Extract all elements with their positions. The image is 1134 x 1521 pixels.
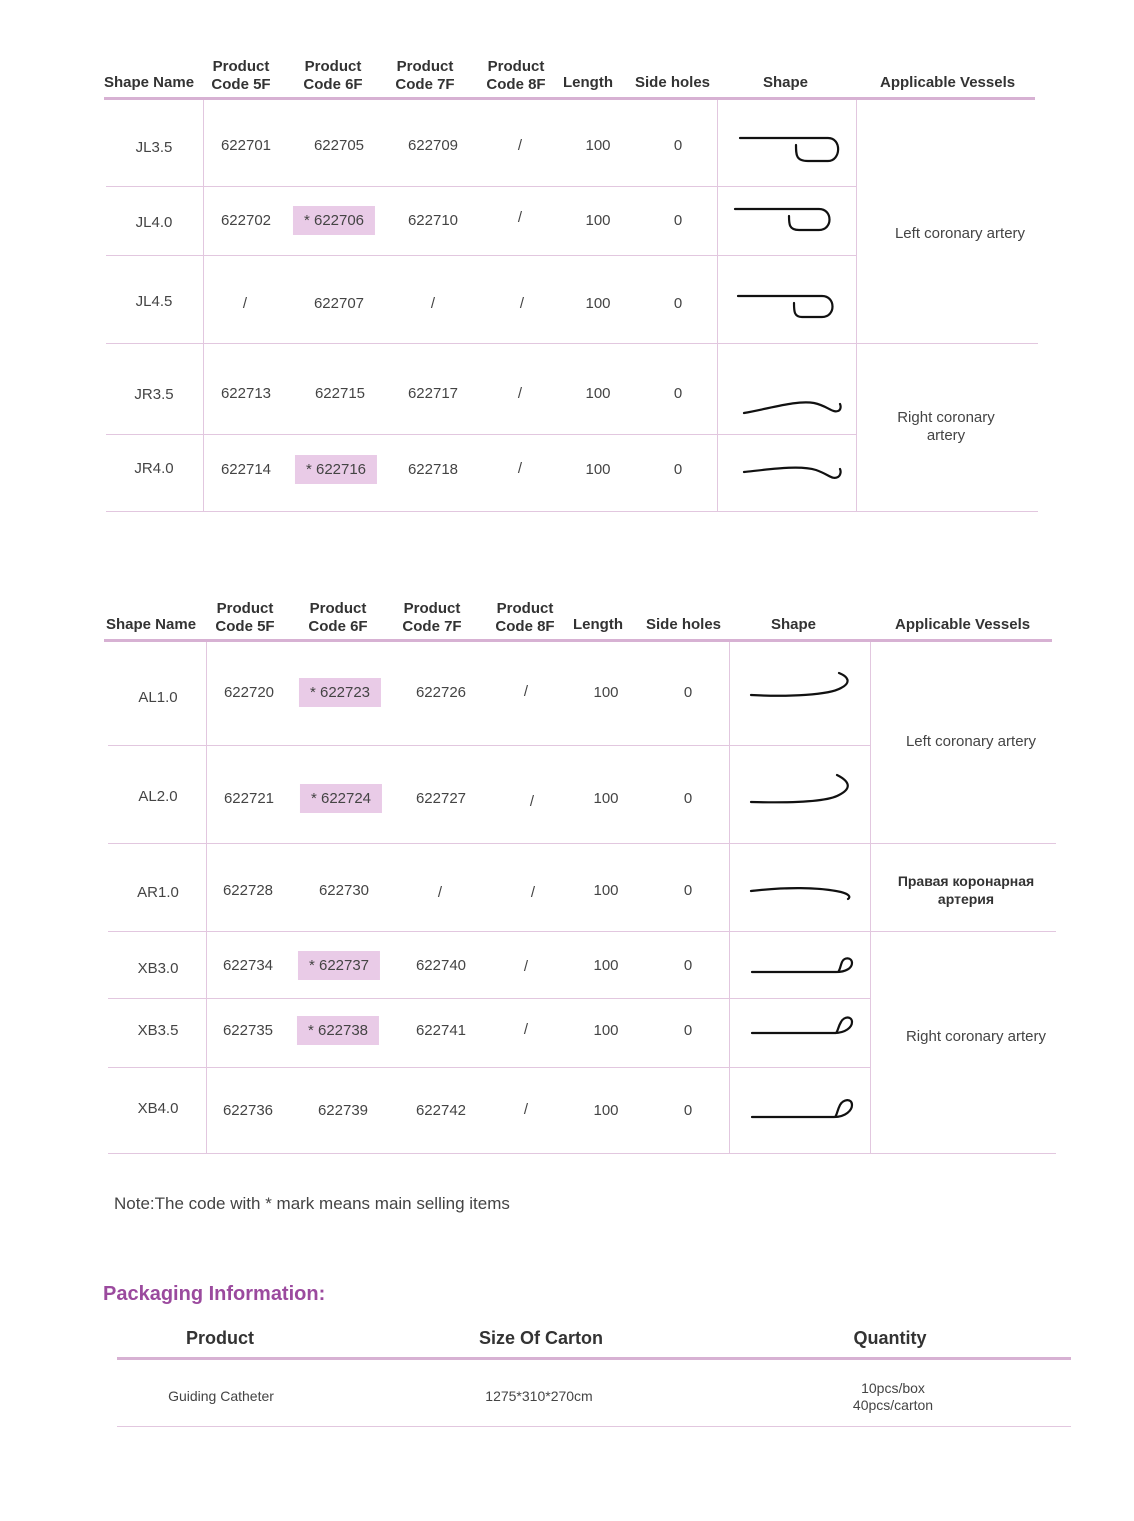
header-shape: Shape	[763, 74, 809, 91]
amplatz-right-curve-icon	[749, 881, 855, 903]
side-holes-cell: 0	[683, 882, 693, 899]
vessel-line-1: Правая коронарная	[897, 873, 1035, 889]
length-cell: 100	[585, 212, 611, 229]
header-line-1: Product	[396, 58, 454, 75]
side-holes-cell: 0	[673, 385, 683, 402]
header-line-2: Code 7F	[402, 618, 462, 635]
header-line-1: Product	[212, 58, 270, 75]
code-7f-cell: 622726	[415, 684, 467, 701]
code-6f-cell: 622715	[314, 385, 366, 402]
header-divider	[104, 97, 1035, 100]
header-code-8f	[485, 58, 547, 94]
judkins-left-curve-icon	[738, 133, 840, 165]
code-8f-cell: /	[517, 137, 523, 154]
code-8f-cell: /	[519, 295, 525, 312]
code-8f-cell: /	[517, 460, 523, 477]
vessel-line-2: артерия	[937, 891, 995, 907]
shape-name-cell: JL4.0	[135, 214, 173, 231]
main-item-highlight: * 622738	[297, 1016, 379, 1045]
shape-name-cell: AR1.0	[137, 884, 179, 901]
code-7f-cell: 622718	[407, 461, 459, 478]
header-length: Length	[563, 74, 613, 91]
code-5f-cell: 622702	[220, 212, 272, 229]
quantity-per-carton: 40pcs/carton	[852, 1397, 934, 1413]
row-divider	[106, 343, 1038, 344]
length-cell: 100	[585, 385, 611, 402]
shape-name-cell: AL2.0	[138, 788, 178, 805]
code-6f-cell: 622730	[318, 882, 370, 899]
row-divider	[108, 998, 870, 999]
code-7f-cell: 622740	[415, 957, 467, 974]
packaging-size-cell: 1275*310*270cm	[485, 1388, 593, 1404]
code-8f-cell: /	[517, 385, 523, 402]
code-8f-cell: /	[530, 884, 536, 901]
main-item-highlight: * 622706	[293, 206, 375, 235]
code-6f-cell	[297, 1022, 379, 1045]
code-5f-cell: 622735	[222, 1022, 274, 1039]
column-divider	[856, 100, 857, 511]
header-line-1: Product	[403, 600, 461, 617]
vessel-line-1: Right coronary	[897, 409, 995, 426]
shape-name-cell: XB3.0	[137, 960, 179, 977]
side-holes-cell: 0	[683, 684, 693, 701]
side-holes-cell: 0	[683, 1022, 693, 1039]
code-6f-cell: 622707	[313, 295, 365, 312]
code-8f-cell: /	[523, 1101, 529, 1118]
header-shape-name: Shape Name	[104, 74, 195, 91]
code-7f-cell: /	[430, 295, 436, 312]
judkins-left-curve-icon	[736, 292, 838, 324]
code-8f-cell: /	[517, 209, 523, 226]
header-line-2: Code 5F	[215, 618, 275, 635]
code-8f-cell: /	[523, 683, 529, 700]
code-5f-cell: 622736	[222, 1102, 274, 1119]
shape-name-cell: XB3.5	[137, 1022, 179, 1039]
extra-backup-curve-icon	[750, 1015, 856, 1037]
vessel-right-coronary: Right coronary artery	[905, 1028, 1047, 1045]
length-cell: 100	[593, 684, 619, 701]
shape-name-cell: JR4.0	[134, 460, 174, 477]
main-item-highlight: * 622716	[295, 455, 377, 484]
amplatz-left-curve-icon	[749, 772, 855, 806]
amplatz-left-curve-icon	[749, 671, 855, 701]
header-code-7f	[394, 58, 456, 94]
header-code-6f	[302, 58, 364, 94]
side-holes-cell: 0	[683, 1102, 693, 1119]
main-item-highlight: * 622724	[300, 784, 382, 813]
code-7f-cell: /	[437, 884, 443, 901]
code-8f-cell: /	[523, 958, 529, 975]
code-5f-cell: 622720	[223, 684, 275, 701]
packaging-product-cell: Guiding Catheter	[168, 1388, 274, 1404]
header-applicable-vessels: Applicable Vessels	[895, 616, 1031, 633]
code-5f-cell: 622701	[220, 137, 272, 154]
column-divider	[206, 642, 207, 1153]
code-6f-cell: 622705	[313, 137, 365, 154]
judkins-left-curve-icon	[733, 205, 835, 237]
shape-name-cell: AL1.0	[138, 689, 178, 706]
main-item-highlight: * 622737	[298, 951, 380, 980]
length-cell: 100	[593, 957, 619, 974]
header-line-1: Product	[216, 600, 274, 617]
header-line-2: Code 6F	[303, 76, 363, 93]
header-side-holes: Side holes	[646, 616, 722, 633]
header-line-1: Product	[304, 58, 362, 75]
side-holes-cell: 0	[683, 790, 693, 807]
header-line-1: Product	[487, 58, 545, 75]
length-cell: 100	[593, 790, 619, 807]
shape-name-cell: XB4.0	[137, 1100, 179, 1117]
row-divider	[106, 186, 856, 187]
side-holes-cell: 0	[673, 212, 683, 229]
code-5f-cell: 622714	[220, 461, 272, 478]
header-length: Length	[573, 616, 623, 633]
quantity-per-box: 10pcs/box	[861, 1380, 925, 1396]
length-cell: 100	[593, 1022, 619, 1039]
header-shape-name: Shape Name	[106, 616, 197, 633]
packaging-header-size: Size Of Carton	[478, 1328, 604, 1348]
side-holes-cell: 0	[673, 295, 683, 312]
vessel-left-coronary: Left coronary artery	[894, 225, 1026, 242]
row-divider	[108, 1067, 870, 1068]
packaging-header-divider	[117, 1357, 1071, 1360]
header-code-5f	[214, 600, 276, 636]
row-divider	[106, 255, 856, 256]
main-item-note: Note:The code with * mark means main selling items	[114, 1194, 510, 1213]
side-holes-cell: 0	[673, 461, 683, 478]
extra-backup-curve-icon	[750, 1097, 856, 1121]
column-divider	[729, 642, 730, 1153]
header-line-1: Product	[309, 600, 367, 617]
code-5f-cell: 622734	[222, 957, 274, 974]
packaging-quantity-cell	[853, 1380, 933, 1414]
row-divider	[108, 931, 1056, 932]
side-holes-cell: 0	[673, 137, 683, 154]
packaging-bottom-divider	[117, 1426, 1071, 1427]
packaging-header-quantity: Quantity	[853, 1328, 927, 1348]
column-divider	[203, 100, 204, 511]
code-7f-cell: 622709	[407, 137, 459, 154]
code-6f-cell	[298, 957, 380, 980]
extra-backup-curve-icon	[750, 956, 856, 976]
row-divider	[108, 1153, 1056, 1154]
length-cell: 100	[593, 1102, 619, 1119]
main-item-highlight: * 622723	[299, 678, 381, 707]
code-6f-cell	[295, 461, 377, 484]
judkins-right-curve-icon	[742, 396, 844, 418]
code-8f-cell: /	[523, 1021, 529, 1038]
packaging-header-product: Product	[185, 1328, 255, 1348]
header-applicable-vessels: Applicable Vessels	[880, 74, 1016, 91]
code-5f-cell: 622721	[223, 790, 275, 807]
header-shape: Shape	[771, 616, 817, 633]
length-cell: 100	[585, 137, 611, 154]
vessel-line-2: artery	[926, 427, 966, 444]
side-holes-cell: 0	[683, 957, 693, 974]
code-7f-cell: 622727	[415, 790, 467, 807]
vessel-left-coronary: Left coronary artery	[905, 733, 1037, 750]
header-code-7f	[401, 600, 463, 636]
header-line-2: Code 8F	[495, 618, 555, 635]
code-5f-cell: /	[242, 295, 248, 312]
header-line-1: Product	[496, 600, 554, 617]
code-6f-cell: 622739	[317, 1102, 369, 1119]
row-divider	[106, 511, 1038, 512]
header-divider	[104, 639, 1052, 642]
code-7f-cell: 622741	[415, 1022, 467, 1039]
length-cell: 100	[585, 295, 611, 312]
column-divider	[870, 642, 871, 1153]
row-divider	[106, 434, 856, 435]
header-line-2: Code 6F	[308, 618, 368, 635]
code-7f-cell: 622710	[407, 212, 459, 229]
judkins-right-curve-icon	[742, 460, 844, 482]
shape-name-cell: JL3.5	[135, 139, 173, 156]
header-line-2: Code 5F	[211, 76, 271, 93]
code-7f-cell: 622742	[415, 1102, 467, 1119]
row-divider	[108, 745, 870, 746]
shape-name-cell: JL4.5	[135, 293, 173, 310]
header-code-8f	[494, 600, 556, 636]
code-6f-cell	[293, 212, 375, 235]
code-7f-cell: 622717	[407, 385, 459, 402]
length-cell: 100	[585, 461, 611, 478]
vessel-right-coronary	[897, 409, 995, 445]
code-8f-cell: /	[529, 793, 535, 810]
code-6f-cell	[300, 790, 382, 813]
header-code-5f	[210, 58, 272, 94]
row-divider	[108, 843, 1056, 844]
code-5f-cell: 622713	[220, 385, 272, 402]
length-cell: 100	[593, 882, 619, 899]
vessel-right-coronary-ru	[898, 872, 1034, 908]
header-line-2: Code 8F	[486, 76, 546, 93]
code-6f-cell	[299, 684, 381, 707]
header-side-holes: Side holes	[635, 74, 711, 91]
packaging-title: Packaging Information:	[103, 1283, 326, 1305]
header-line-2: Code 7F	[395, 76, 455, 93]
shape-name-cell: JR3.5	[134, 386, 174, 403]
column-divider	[717, 100, 718, 511]
code-5f-cell: 622728	[222, 882, 274, 899]
header-code-6f	[307, 600, 369, 636]
